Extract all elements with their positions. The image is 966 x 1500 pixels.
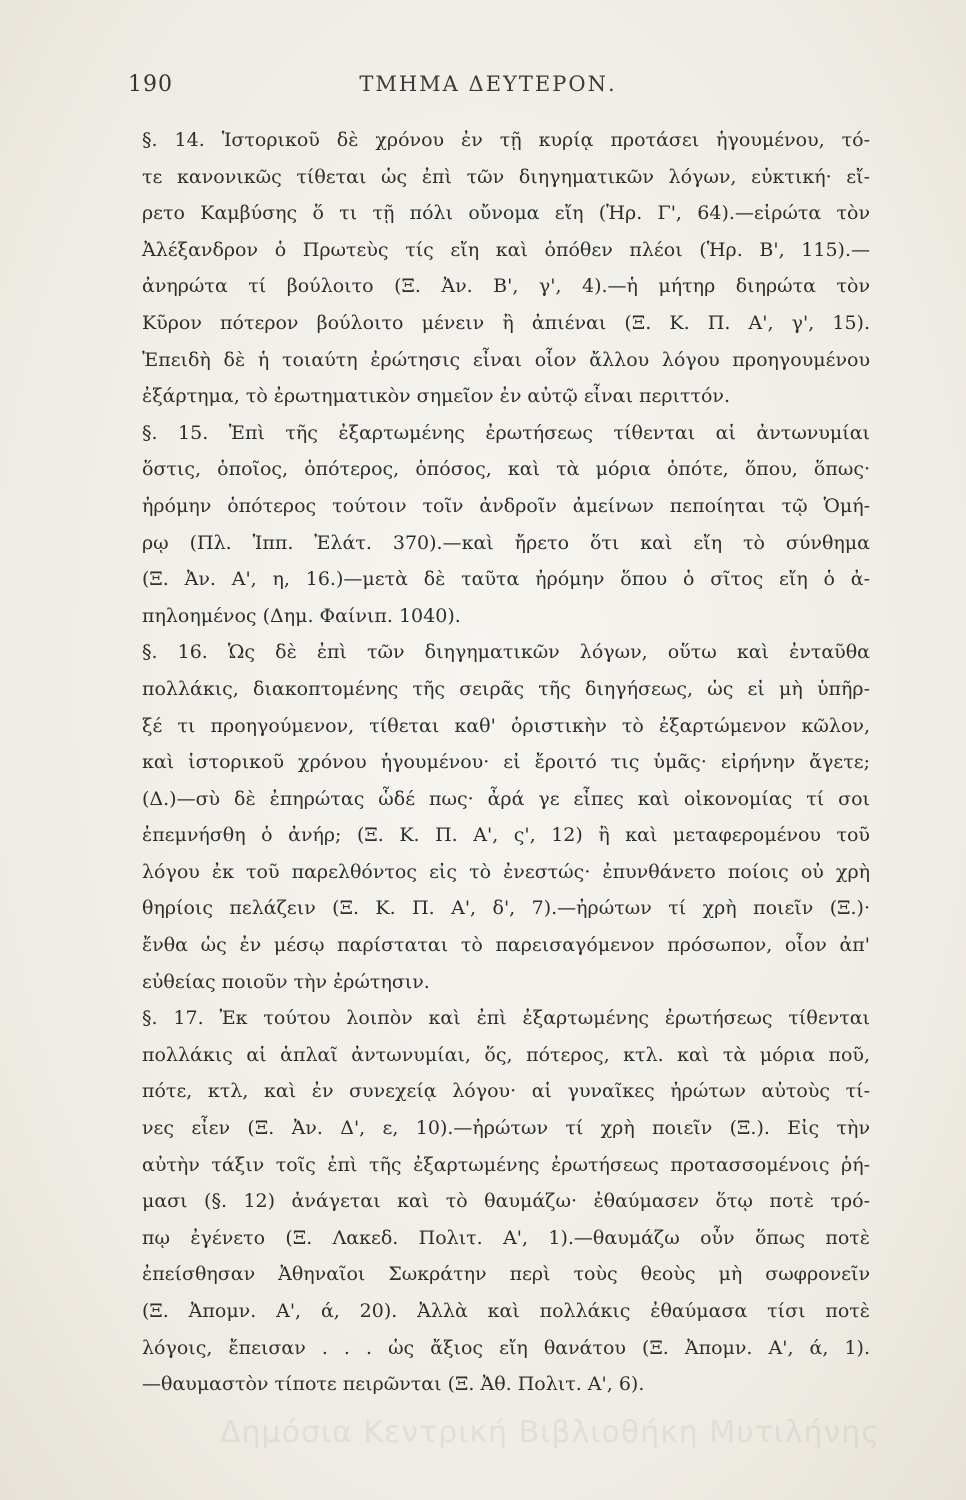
text-line: ἐπείσθησαν Ἀθηναῖοι Σωκράτην περὶ τοὺς θεοὺς μὴ σωφρονεῖν	[142, 1263, 870, 1286]
text-line: λόγοις, ἔπεισαν . . . ὡς ἄξιος εἴη θανάτου (Ξ. Ἀπομν. Α', ά, 1).	[142, 1336, 870, 1359]
paragraph-17	[134, 1000, 870, 1403]
page-number: 190	[128, 72, 173, 97]
text-line: καὶ ἱστορικοῦ χρόνου ἡγουμένου· εἰ ἔροιτό τις ὑμᾶς· εἰρήνην ἄγετε;	[142, 751, 870, 774]
text-line: ὅστις, ὁποῖος, ὁπότερος, ὁπόσος, καὶ τὰ μόρια ὁπότε, ὅπου, ὅπως·	[142, 458, 870, 481]
text-line: πηλοημένος (Δημ. Φαίνιπ. 1040).	[142, 604, 461, 627]
text-line: Ἐπειδὴ δὲ ἡ τοιαύτη ἐρώτησις εἶναι οἷον ἄλλου λόγου προηγουμένου	[142, 348, 870, 371]
paragraph-14	[134, 122, 870, 415]
library-watermark: Δημόσια Κεντρική Βιβλιοθήκη Μυτιλήνης	[220, 1415, 880, 1450]
text-line: (Δ.)—σὺ δὲ ἐπηρώτας ὧδέ πως· ἆρά γε εἶπες καὶ οἰκονομίας τί σοι	[142, 787, 870, 810]
text-line: ἐπεμνήσθη ὁ ἀνήρ; (Ξ. Κ. Π. Α', ς', 12) ἢ καὶ μεταφερομένου τοῦ	[142, 824, 870, 847]
text-line: ρετο Καμβύσης ὅ τι τῇ πόλι οὔνομα εἴη (Ἡρ. Γ', 64).—εἰρώτα τὸν	[142, 202, 870, 225]
text-line: §. 14. Ἱστορικοῦ δὲ χρόνου ἐν τῇ κυρίᾳ προτάσει ἡγουμένου, τό-	[142, 129, 870, 151]
text-line: θηρίοις πελάζειν (Ξ. Κ. Π. Α', δ', 7).—ἠρώτων τί χρὴ ποιεῖν (Ξ.)·	[142, 897, 870, 920]
text-line: λόγου ἐκ τοῦ παρελθόντος εἰς τὸ ἐνεστώς· ἐπυνθάνετο ποίοις οὐ χρὴ	[142, 860, 870, 883]
text-line: (Ξ. Ἀπομν. Α', ά, 20). Ἀλλὰ καὶ πολλάκις ἐθαύμασα τίσι ποτὲ	[142, 1300, 870, 1322]
text-line: πολλάκις αἱ ἁπλαῖ ἀντωνυμίαι, ὅς, πότερος, κτλ. καὶ τὰ μόρια ποῦ,	[142, 1043, 870, 1066]
text-line: §. 17. Ἐκ τούτου λοιπὸν καὶ ἐπὶ ἐξαρτωμένης ἐρωτήσεως τίθενται	[142, 1007, 870, 1030]
text-line: §. 15. Ἐπὶ τῆς ἐξαρτωμένης ἐρωτήσεως τίθενται αἱ ἀντωνυμίαι	[142, 421, 870, 444]
text-line: πότε, κτλ, καὶ ἐν συνεχείᾳ λόγου· αἱ γυναῖκες ἠρώτων αὐτοὺς τί-	[142, 1080, 870, 1103]
text-line: Ἀλέξανδρον ὁ Πρωτεὺς τίς εἴη καὶ ὁπόθεν πλέοι (Ἡρ. Β', 115).—	[142, 238, 870, 261]
text-line: §. 16. Ὡς δὲ ἐπὶ τῶν διηγηματικῶν λόγων, οὕτω καὶ ἐνταῦθα	[142, 641, 870, 664]
paragraph-15	[134, 415, 870, 635]
text-line: πολλάκις, διακοπτομένης τῆς σειρᾶς τῆς διηγήσεως, ὡς εἰ μὴ ὑπῆρ-	[142, 677, 870, 700]
body-text	[134, 122, 870, 1403]
text-line: μασι (§. 12) ἀνάγεται καὶ τὸ θαυμάζω· ἐθαύμασεν ὅτῳ ποτὲ τρό-	[142, 1190, 870, 1213]
text-line: αὐτὴν τάξιν τοῖς ἐπὶ τῆς ἐξαρτωμένης ἐρωτήσεως προτασσομένοις ῥή-	[142, 1153, 870, 1176]
paragraph-16	[134, 634, 870, 1000]
text-line: νες εἶεν (Ξ. Ἀν. Δ', ε, 10).—ἠρώτων τί χρὴ ποιεῖν (Ξ.). Εἰς τὴν	[142, 1117, 870, 1140]
text-line: ἠρόμην ὁπότερος τούτοιν τοῖν ἀνδροῖν ἀμείνων πεποίηται τῷ Ὁμή-	[142, 494, 870, 517]
text-line: πῳ ἐγένετο (Ξ. Λακεδ. Πολιτ. Α', 1).—θαυμάζω οὖν ὅπως ποτὲ	[142, 1226, 870, 1249]
text-line: ἔνθα ὡς ἐν μέσῳ παρίσταται τὸ παρεισαγόμενον πρόσωπον, οἷον ἀπ'	[142, 934, 870, 957]
text-line: —θαυμαστὸν τίποτε πειρῶνται (Ξ. Ἀθ. Πολιτ. Α', 6).	[142, 1373, 645, 1396]
running-head: ΤΜΗΜΑ ΔΕΥΤΕΡΟΝ.	[359, 72, 617, 96]
text-line: ρῳ (Πλ. Ἱππ. Ἐλάτ. 370).—καὶ ἤρετο ὅτι καὶ εἴη τὸ σύνθημα	[142, 531, 870, 554]
text-line: εὐθείας ποιοῦν τὴν ἐρώτησιν.	[142, 970, 430, 993]
text-line: ἀνηρώτα τί βούλοιτο (Ξ. Ἀν. Β', γ', 4).—ἡ μήτηρ διηρώτα τὸν	[142, 275, 870, 298]
text-line: Κῦρον πότερον βούλοιτο μένειν ἢ ἀπιέναι (Ξ. Κ. Π. Α', γ', 15).	[142, 311, 870, 334]
text-line: ἐξάρτημα, τὸ ἐρωτηματικὸν σημεῖον ἐν αὐτῷ εἶναι περιττόν.	[142, 385, 730, 408]
page-header	[128, 72, 868, 112]
text-line: ξέ τι προηγούμενον, τίθεται καθ' ὁριστικὴν τὸ ἐξαρτώμενον κῶλον,	[142, 714, 870, 737]
text-line: (Ξ. Ἀν. Α', η, 16.)—μετὰ δὲ ταῦτα ἠρόμην ὅπου ὁ σῖτος εἴη ὁ ἀ-	[142, 568, 870, 591]
text-line: τε κανονικῶς τίθεται ὡς ἐπὶ τῶν διηγηματικῶν λόγων, εὐκτική· εἴ-	[142, 165, 870, 188]
